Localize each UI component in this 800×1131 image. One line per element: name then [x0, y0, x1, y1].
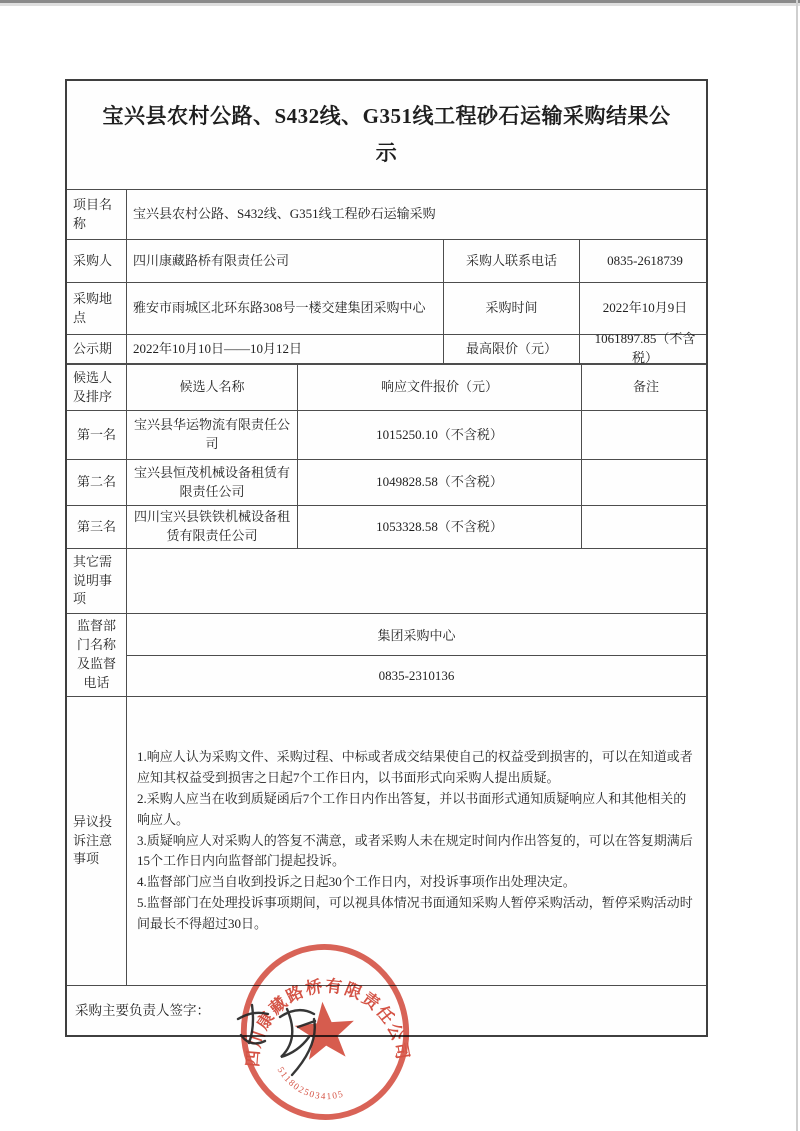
purchaser-phone-label: 采购人联系电话 — [444, 240, 580, 282]
candidate-3-rank: 第三名 — [67, 506, 127, 548]
candidate-2-price: 1049828.58（不含税） — [298, 460, 582, 505]
other-notes-row — [67, 549, 706, 614]
handwritten-signature — [230, 993, 342, 1085]
objection-text — [127, 697, 706, 985]
candidate-1-price: 1015250.10（不含税） — [298, 411, 582, 459]
max-price-label: 最高限价（元） — [444, 335, 580, 363]
objection-item-3: 3.质疑响应人对采购人的答复不满意，或者采购人未在规定时间内作出答复的，可以在答复期满后15个工作日内向监督部门提起投诉。 — [137, 832, 693, 869]
candidates-price-header: 响应文件报价（元） — [298, 365, 582, 410]
project-name-value: 宝兴县农村公路、S432线、G351线工程砂石运输采购 — [133, 206, 436, 222]
location-label: 采购地点 — [67, 283, 127, 334]
candidate-3-price: 1053328.58（不含税） — [298, 506, 582, 548]
publicity-row — [67, 331, 706, 365]
candidate-1-remark — [582, 411, 710, 459]
supervision-label: 监督部门名称及监督电话 — [67, 614, 127, 696]
candidate-1-rank: 第一名 — [67, 411, 127, 459]
location-value: 雅安市雨城区北环东路308号一楼交建集团采购中心 — [127, 283, 444, 334]
location-row — [67, 283, 706, 335]
signature-label: 采购主要负责人签字： — [75, 1002, 210, 1018]
candidate-row-1 — [67, 411, 706, 460]
supervision-values — [127, 614, 706, 696]
candidates-name-header: 候选人名称 — [127, 365, 298, 410]
purchaser-phone-value: 0835-2618739 — [607, 252, 683, 268]
seal-company-text: 四川康藏路桥有限责任公司 — [242, 976, 413, 1068]
max-price-value: 1061897.85（不含税） — [594, 331, 696, 365]
candidates-rank-header: 候选人及排序 — [67, 365, 127, 410]
publicity-label: 公示期 — [67, 335, 127, 363]
candidate-2-name: 宝兴县恒茂机械设备租赁有限责任公司 — [127, 460, 298, 505]
candidate-3-name: 四川宝兴县铁铁机械设备租赁有限责任公司 — [127, 506, 298, 548]
supervision-phone: 0835-2310136 — [378, 667, 455, 683]
candidate-3-remark — [582, 506, 710, 548]
other-notes-value — [127, 549, 706, 613]
procurement-result-table — [65, 79, 708, 1037]
purchaser-row — [67, 240, 706, 283]
title-row — [67, 81, 706, 190]
objection-item-5: 5.监督部门在处理投诉事项期间，可以视具体情况书面通知采购人暂停采购活动，暂停采购活动时间最长不得超过30日。 — [137, 894, 693, 931]
supervision-row — [67, 614, 706, 697]
candidate-row-3 — [67, 506, 706, 549]
page-title: 宝兴县农村公路、S432线、G351线工程砂石运输采购结果公示 — [102, 104, 671, 165]
candidates-remark-header: 备注 — [632, 379, 659, 395]
project-name-label: 项目名称 — [67, 190, 127, 239]
publicity-value: 2022年10月10日——10月12日 — [127, 335, 444, 363]
project-name-row — [67, 190, 706, 240]
objection-item-1: 1.响应人认为采购文件、采购过程、中标或者成交结果使自己的权益受到损害的，可以在知道或者应知其权益受到损害之日起7个工作日内，以书面形式向采购人提出质疑。 — [137, 749, 693, 786]
candidates-header-row — [67, 365, 706, 411]
candidate-2-rank: 第二名 — [67, 460, 127, 505]
candidate-1-name: 宝兴县华运物流有限责任公司 — [127, 411, 298, 459]
seal-number-text: 5118025034105 — [274, 1065, 346, 1103]
other-notes-label: 其它需说明事项 — [67, 549, 127, 613]
objection-item-4: 4.监督部门应当自收到投诉之日起30个工作日内，对投诉事项作出处理决定。 — [137, 874, 576, 890]
purchaser-label: 采购人 — [67, 240, 127, 282]
supervision-department-name: 集团采购中心 — [127, 614, 706, 656]
objection-label: 异议投诉注意事项 — [67, 697, 127, 985]
candidate-2-remark — [582, 460, 710, 505]
scan-edge-right — [796, 0, 798, 1131]
purchase-time-label: 采购时间 — [444, 283, 580, 334]
purchase-time-value: 2022年10月9日 — [602, 300, 688, 316]
purchaser-value: 四川康藏路桥有限责任公司 — [127, 240, 444, 282]
scan-edge-top-light — [0, 3, 800, 6]
candidate-row-2 — [67, 460, 706, 506]
objection-item-2: 2.采购人应当在收到质疑函后7个工作日内作出答复，并以书面形式通知质疑响应人和其他相关的响应人。 — [137, 791, 687, 827]
